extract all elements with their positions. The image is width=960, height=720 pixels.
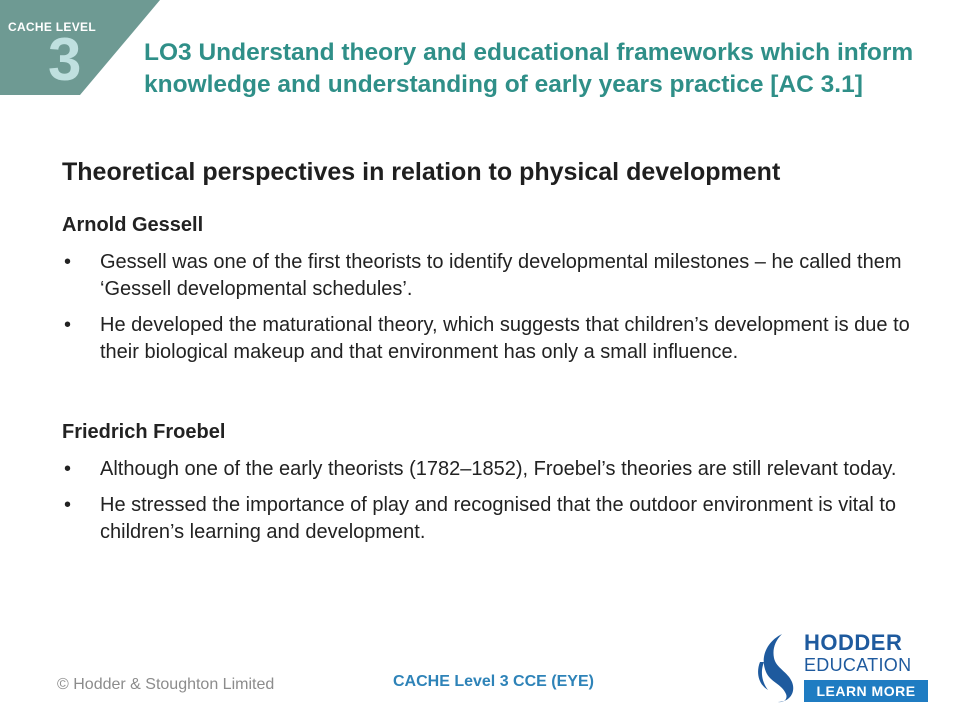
bullet-icon: • <box>64 251 72 273</box>
bullet-icon: • <box>64 458 72 480</box>
bullet-icon: • <box>64 494 72 516</box>
logo-word-education: EDUCATION <box>804 655 912 675</box>
cache-level-number: 3 <box>48 26 82 93</box>
section-froebel <box>62 419 922 546</box>
section-heading: Friedrich Froebel <box>62 421 226 443</box>
bullet-text: He stressed the importance of play and recognised that the outdoor environment is vital to children’s learning and development. <box>100 494 897 543</box>
copyright-notice: © Hodder & Stoughton Limited <box>57 676 275 693</box>
hodder-swoosh-icon <box>752 632 798 704</box>
bullet-item <box>62 249 922 303</box>
logo-word-hodder: HODDER <box>804 630 903 655</box>
bullet-item <box>62 456 922 483</box>
bullet-text: Gessell was one of the first theorists to identify developmental milestones – he called them ‘Gessell developmental schedules’. <box>100 251 902 300</box>
slide-title: Theoretical perspectives in relation to physical development <box>62 158 781 186</box>
slide-content <box>62 212 922 555</box>
bullet-text: He developed the maturational theory, which suggests that children’s development is due to their biological makeup and that environment has only a small influence. <box>100 314 910 363</box>
course-name: CACHE Level 3 CCE (EYE) <box>393 673 594 690</box>
logo-tagline: LEARN MORE <box>804 680 928 702</box>
bullet-item <box>62 492 922 546</box>
bullet-item <box>62 312 922 366</box>
bullet-text: Although one of the early theorists (1782–1852), Froebel’s theories are still relevant today. <box>100 458 897 480</box>
hodder-education-logo <box>752 628 930 708</box>
cache-level-badge <box>0 0 160 95</box>
section-heading: Arnold Gessell <box>62 214 204 236</box>
cache-level-label: CACHE LEVEL <box>8 20 96 34</box>
bullet-icon: • <box>64 314 72 336</box>
learning-outcome-heading: LO3 Understand theory and educational frameworks which inform knowledge and understanding of early years practice [AC 3.1] <box>144 39 914 98</box>
section-gessell <box>62 212 922 366</box>
